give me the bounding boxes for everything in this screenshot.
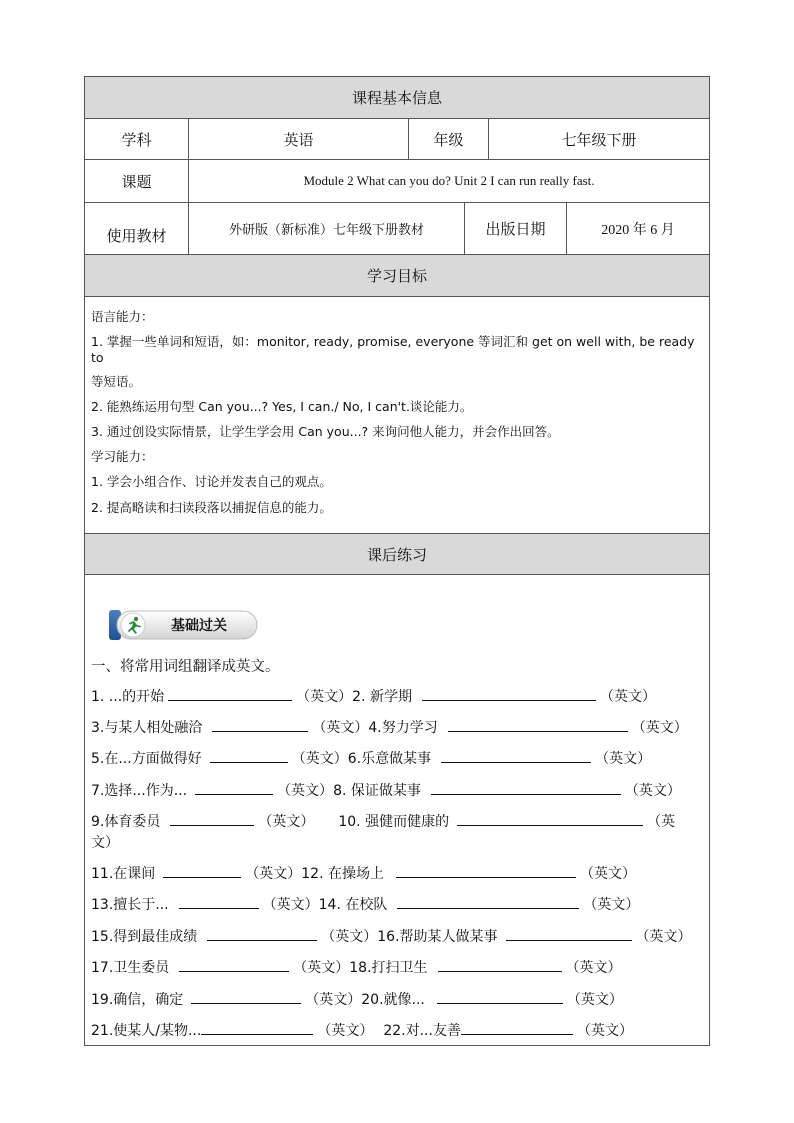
answer-blank[interactable] xyxy=(438,957,562,972)
suffix-wrap: 文） xyxy=(91,835,119,851)
exercise-row xyxy=(91,894,709,914)
exercise-item: 8. 保证做某事 xyxy=(333,783,421,799)
exercise-item: 22.对...友善 xyxy=(383,1023,461,1039)
answer-blank[interactable] xyxy=(422,686,596,701)
exercise-item: 9.体育委员 xyxy=(91,814,161,830)
exercise-row xyxy=(91,717,709,737)
exercise-row xyxy=(91,811,709,831)
answer-blank[interactable] xyxy=(191,989,301,1004)
suffix: （英文） xyxy=(566,992,623,1008)
exercise-item: 19.确信，确定 xyxy=(91,992,184,1008)
badge-label: 基础过关 xyxy=(171,618,227,634)
exercise-row xyxy=(91,780,709,800)
exercise-item: 2. 新学期 xyxy=(352,689,412,705)
answer-blank[interactable] xyxy=(168,686,292,701)
exercise-item: 7.选择...作为... xyxy=(91,783,188,799)
exercise-item: 5.在...方面做得好 xyxy=(91,751,202,767)
answer-blank[interactable] xyxy=(170,811,254,826)
subject-value: 英语 xyxy=(189,119,409,159)
goals-line: 语言能力： xyxy=(91,309,154,324)
subject-label: 学科 xyxy=(85,119,189,159)
topic-value: Module 2 What can you do? Unit 2 I can run really fast. xyxy=(303,173,595,188)
textbook-label: 使用教材 xyxy=(85,203,189,254)
exercise-item: 21.使某人/某物... xyxy=(91,1023,202,1039)
answer-blank[interactable] xyxy=(397,894,579,909)
answer-blank[interactable] xyxy=(207,926,317,941)
exercise-item: 10. 强健而健康的 xyxy=(338,814,450,830)
suffix: （英文） xyxy=(321,929,378,945)
exercise-item: 11.在课间 xyxy=(91,866,156,882)
suffix-wrap: （英 xyxy=(647,814,676,830)
answer-blank[interactable] xyxy=(179,957,289,972)
answer-blank[interactable] xyxy=(396,863,576,878)
suffix: （英文） xyxy=(579,866,636,882)
answer-blank[interactable] xyxy=(163,863,241,878)
answer-blank[interactable] xyxy=(195,780,273,795)
answer-blank[interactable] xyxy=(431,780,621,795)
goals-line: 等短语。 xyxy=(91,374,142,389)
practice-title: 课后练习 xyxy=(366,545,427,564)
exercise-item: 12. 在操场上 xyxy=(301,866,384,882)
answer-blank[interactable] xyxy=(179,894,259,909)
answer-blank[interactable] xyxy=(461,1020,573,1035)
suffix: （英文） xyxy=(635,929,692,945)
answer-blank[interactable] xyxy=(457,811,643,826)
date-value: 2020 年 6 月 xyxy=(601,222,675,238)
answer-blank[interactable] xyxy=(212,717,308,732)
goals-title: 学习目标 xyxy=(366,267,427,285)
exercise-row xyxy=(91,989,709,1009)
course-info-header xyxy=(85,77,709,119)
exercise-row xyxy=(91,863,709,883)
goals-line: 3. 通过创设实际情景，让学生学会用 Can you...? 来询问他人能力，并会作出回答。 xyxy=(91,424,560,439)
exercise-item: 17.卫生委员 xyxy=(91,960,170,976)
exercise-item: 14. 在校队 xyxy=(318,897,388,913)
exercise-item: 6.乐意做某事 xyxy=(347,751,432,767)
goals-line: 2. 提高略读和扫读段落以捕捉信息的能力。 xyxy=(91,500,332,515)
subject-row xyxy=(85,119,709,160)
suffix: （英文） xyxy=(258,814,315,830)
exercise-item: 13.擅长于... xyxy=(91,897,169,913)
exercise-row xyxy=(91,686,709,706)
course-sheet xyxy=(84,76,710,1046)
exercise-item: 20.就像... xyxy=(361,992,425,1008)
date-label: 出版日期 xyxy=(465,203,567,254)
suffix: （英文） xyxy=(583,897,640,913)
suffix: （英文） xyxy=(293,960,350,976)
suffix: （英文） xyxy=(262,897,319,913)
suffix: （英文） xyxy=(595,751,652,767)
suffix: （英文） xyxy=(291,751,348,767)
exercise-row xyxy=(91,926,709,946)
goals-content xyxy=(91,297,703,516)
textbook-value: 外研版（新标准）七年级下册教材 xyxy=(189,203,465,254)
exercise-item: 3.与某人相处融洽 xyxy=(91,720,203,736)
answer-blank[interactable] xyxy=(437,989,563,1004)
suffix: （英文） xyxy=(277,783,334,799)
practice-header xyxy=(85,533,709,575)
grade-label: 年级 xyxy=(409,119,489,159)
answer-blank[interactable] xyxy=(441,748,591,763)
answer-blank[interactable] xyxy=(448,717,628,732)
exercise-item: 4.努力学习 xyxy=(368,720,438,736)
suffix: （英文） xyxy=(565,960,622,976)
grade-value: 七年级下册 xyxy=(561,130,637,149)
suffix: （英文） xyxy=(576,1023,633,1039)
goals-line: 1. 掌握一些单词和短语，如：monitor, ready, promise, everyone 等词汇和 get on well with, be ready to xyxy=(91,334,695,365)
answer-blank[interactable] xyxy=(210,748,288,763)
suffix: （英文） xyxy=(305,992,362,1008)
instruction: 一、将常用词组翻译成英文。 xyxy=(91,659,280,675)
answer-blank[interactable] xyxy=(506,926,632,941)
exercise-row xyxy=(91,1020,709,1040)
topic-row xyxy=(85,160,709,203)
suffix: （英文） xyxy=(317,1023,374,1039)
course-info-title: 课程基本信息 xyxy=(351,89,442,107)
exercise-row-wrap xyxy=(91,832,709,852)
suffix: （英文） xyxy=(599,689,656,705)
exercise-item: 1. ...的开始 xyxy=(91,689,165,705)
textbook-row xyxy=(85,203,709,255)
section-badge xyxy=(107,607,259,643)
exercise-item: 15.得到最佳成绩 xyxy=(91,929,198,945)
suffix: （英文） xyxy=(296,689,353,705)
suffix: （英文） xyxy=(631,720,688,736)
exercise-row xyxy=(91,748,709,768)
answer-blank[interactable] xyxy=(201,1020,313,1035)
exercise-item: 18.打扫卫生 xyxy=(349,960,428,976)
goals-line: 学习能力： xyxy=(91,449,154,464)
goals-line: 2. 能熟练运用句型 Can you...? Yes, I can./ No, I can't.谈论能力。 xyxy=(91,399,473,414)
goals-line: 1. 学会小组合作、讨论并发表自己的观点。 xyxy=(91,474,332,489)
goals-header xyxy=(85,255,709,297)
suffix: （英文） xyxy=(624,783,681,799)
exercise-item: 16.帮助某人做某事 xyxy=(377,929,498,945)
exercise-row xyxy=(91,957,709,977)
suffix: （英文） xyxy=(245,866,302,882)
topic-label: 课题 xyxy=(85,160,189,202)
suffix: （英文） xyxy=(312,720,369,736)
